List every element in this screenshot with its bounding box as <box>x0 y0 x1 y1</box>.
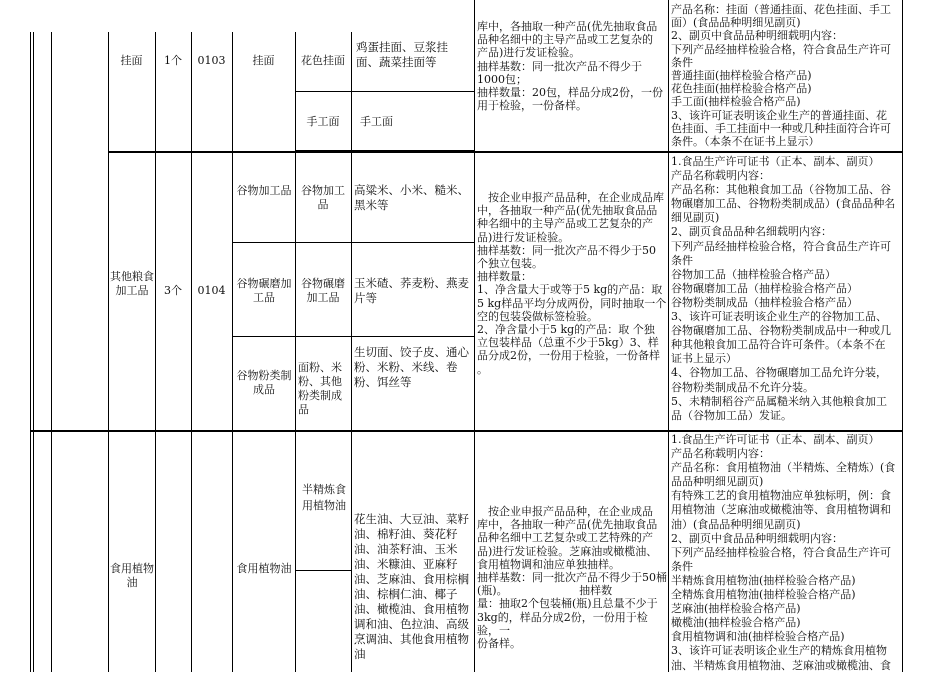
unit-count: 1个 <box>164 54 182 67</box>
grid-line <box>351 32 352 672</box>
sub-category-name: 花色挂面 <box>301 54 345 67</box>
application-unit: 食用植物油 <box>236 562 292 575</box>
grid-line <box>108 151 902 153</box>
remarks-text-yy: 1.食品生产许可证书（正本、副本、副页） 产品名称载明内容： 产品名称：食用植物油（半精炼、全精炼）(食 品品种明细见副页) 有特殊工艺的食用植物油应单独标明，例：食 用植物油（芝麻油或橄榄油等、食用植物调和 油）(食品品种明细见副页) 2、副页中食品品种明细载明内容： 下列产品经抽样检验合格，符合食品生产许可 条件 半精炼食用植物油(抽样检验合格产品) 全精炼食用植物油(抽样检验合格产品) 芝麻油(抽样检验合格产品) 橄榄油(抽样检验合格产品) 食用植物调和油(抽样检验合格产品) 3、该许可证表明该企业生产的精炼食用植物 油、半精炼食用植物油、芝麻油或橄榄油、食 <box>671 433 896 672</box>
product-name: 挂面 <box>120 54 143 67</box>
application-unit: 谷物粉类制成品 <box>236 369 292 396</box>
remarks-text-qt: 1.食品生产许可证书（正本、副本、副页） 产品名称载明内容： 产品名称：其他粮食加工品（谷物加工品、谷 物碾磨加工品、谷物粉类制成品）(食品品种名 细见副页) 2、副页食品品种名细载明内容： 下列产品经抽样检验合格，符合食品生产许可 条件 谷物加工品（抽样检验合格产品） 谷物碾磨加工品（抽样检验合格产品） 谷物粉类制成品（抽样检验合格产品） 3、该许可证表明该企业生产的谷物加工品、 谷物碾磨加工品、谷物粉类制成品中一种或几 种其他粮食加工品符合许可条件。（本条不在 证书上显示） 4、谷物加工品、谷物碾磨加工品允许分装， 谷物粉类制成品不允许分装。 5、未精制稻谷产品属糙米纳入其他粮食加工 品（谷物加工品）发证。 <box>671 155 896 422</box>
grid-line <box>33 32 34 672</box>
sub-category-desc: 生切面、饺子皮、通心粉、米粉、米线、卷粉、饵丝等 <box>354 345 469 389</box>
grid-line <box>108 32 109 672</box>
sub-category-name: 手工面 <box>306 115 340 128</box>
grid-line <box>295 91 474 92</box>
application-unit: 谷物碾磨加工品 <box>236 277 292 304</box>
grid-line <box>902 0 903 672</box>
sub-category-name: 半精炼食用植物油 <box>302 483 346 512</box>
grid-line <box>232 242 474 243</box>
remarks-text-gm: 产品名称：挂面（普通挂面、花色挂面、手工 面）(食品品种明细见副页) 2、副页中食品品种明细载明内容： 下列产品经抽样检验合格，符合食品生产许可 条件 普通挂面(抽样检验合格产品) 花色挂面(抽样检验合格产品) 手工面(抽样检验合格产品) 3、该许可证表明该企业生产的普通挂面、花 色挂面、手工挂面中一种或几种挂面符合许可 条件。（本条不在证书上显示） <box>671 3 891 149</box>
sampling-text-gm: 库中，各抽取一种产品(优先抽取食品 品种名细中的主导产品或工艺复杂的 产品)进行发证检验。 抽样基数：同一批次产品不得少于 1000包； 抽样数量：20包，样品分成2份，一份 用于检验，一份备样。 <box>477 20 663 113</box>
unit-count: 3个 <box>164 284 182 297</box>
grid-line <box>51 32 52 672</box>
sampling-text-yy: 按企业申报产品品种，在企业成品 库中，各抽取一种产品(优先抽取食品 品种名细中工艺复杂或工艺特殊的产 品)进行发证检验。芝麻油或橄榄油、 食用植物调和油应单独抽样。 抽样基数：同一批次产品不得少于50桶 (瓶)。 抽样数 量：抽取2个包装桶(瓶)且总量不少于 3kg的，样品分成2份，一份用于检验，一 份备样。 <box>477 505 667 651</box>
grid-line <box>191 32 192 672</box>
grid-line <box>474 0 475 672</box>
sub-category-desc: 高粱米、小米、糙米、黑米等 <box>354 183 469 212</box>
grid-line <box>30 430 902 432</box>
grid-line <box>155 32 156 672</box>
sub-category-name: 面粉、米粉、其他粉类制成品 <box>298 361 342 416</box>
grid-line <box>232 336 474 337</box>
sub-category-desc: 手工面 <box>360 115 393 128</box>
sub-category-desc: 鸡蛋挂面、豆浆挂面、蔬菜挂面等 <box>356 40 448 69</box>
product-name: 食用植物油 <box>110 562 154 589</box>
grid-line <box>232 32 233 672</box>
sampling-text-qt: 按企业申报产品品种，在企业成品库 中，各抽取一种产品(优先抽取食品品 种名细中的主导产品或工艺复杂的产 品)进行发证检验。 抽样基数：同一批次产品不得少于50 个独立包装。 抽样数量： 1、净含量大于或等于5 kg的产品：取 5 kg样品平均分成两份，同时抽取一个 空的包装袋做标签检验。 2、净含量小于5 kg的产品：取 个独 立包装样品（总重不少于5kg）3、样 品分成2份，一份用于检验，一份备样 。 <box>477 191 667 376</box>
sub-category-name: 谷物加工品 <box>301 184 345 211</box>
grid-line <box>295 32 296 672</box>
product-name: 其他粮食加工品 <box>110 270 154 297</box>
sub-category-desc: 玉米碴、荞麦粉、燕麦片等 <box>354 276 469 305</box>
grid-line <box>30 32 31 672</box>
application-unit: 挂面 <box>252 54 275 67</box>
product-code: 0104 <box>197 284 226 297</box>
application-unit: 谷物加工品 <box>236 184 292 197</box>
grid-line <box>295 570 351 571</box>
product-code: 0103 <box>197 54 226 67</box>
sub-category-name: 谷物碾磨加工品 <box>301 277 345 304</box>
grid-line <box>668 0 669 672</box>
sub-category-desc: 花生油、大豆油、菜籽油、棉籽油、葵花籽油、油茶籽油、玉米油、米糠油、亚麻籽油、芝麻油、食用棕榈油、棕榈仁油、椰子油、橄榄油、食用植物调和油、色拉油、高级烹调油、其他食用植物油 <box>354 512 469 661</box>
